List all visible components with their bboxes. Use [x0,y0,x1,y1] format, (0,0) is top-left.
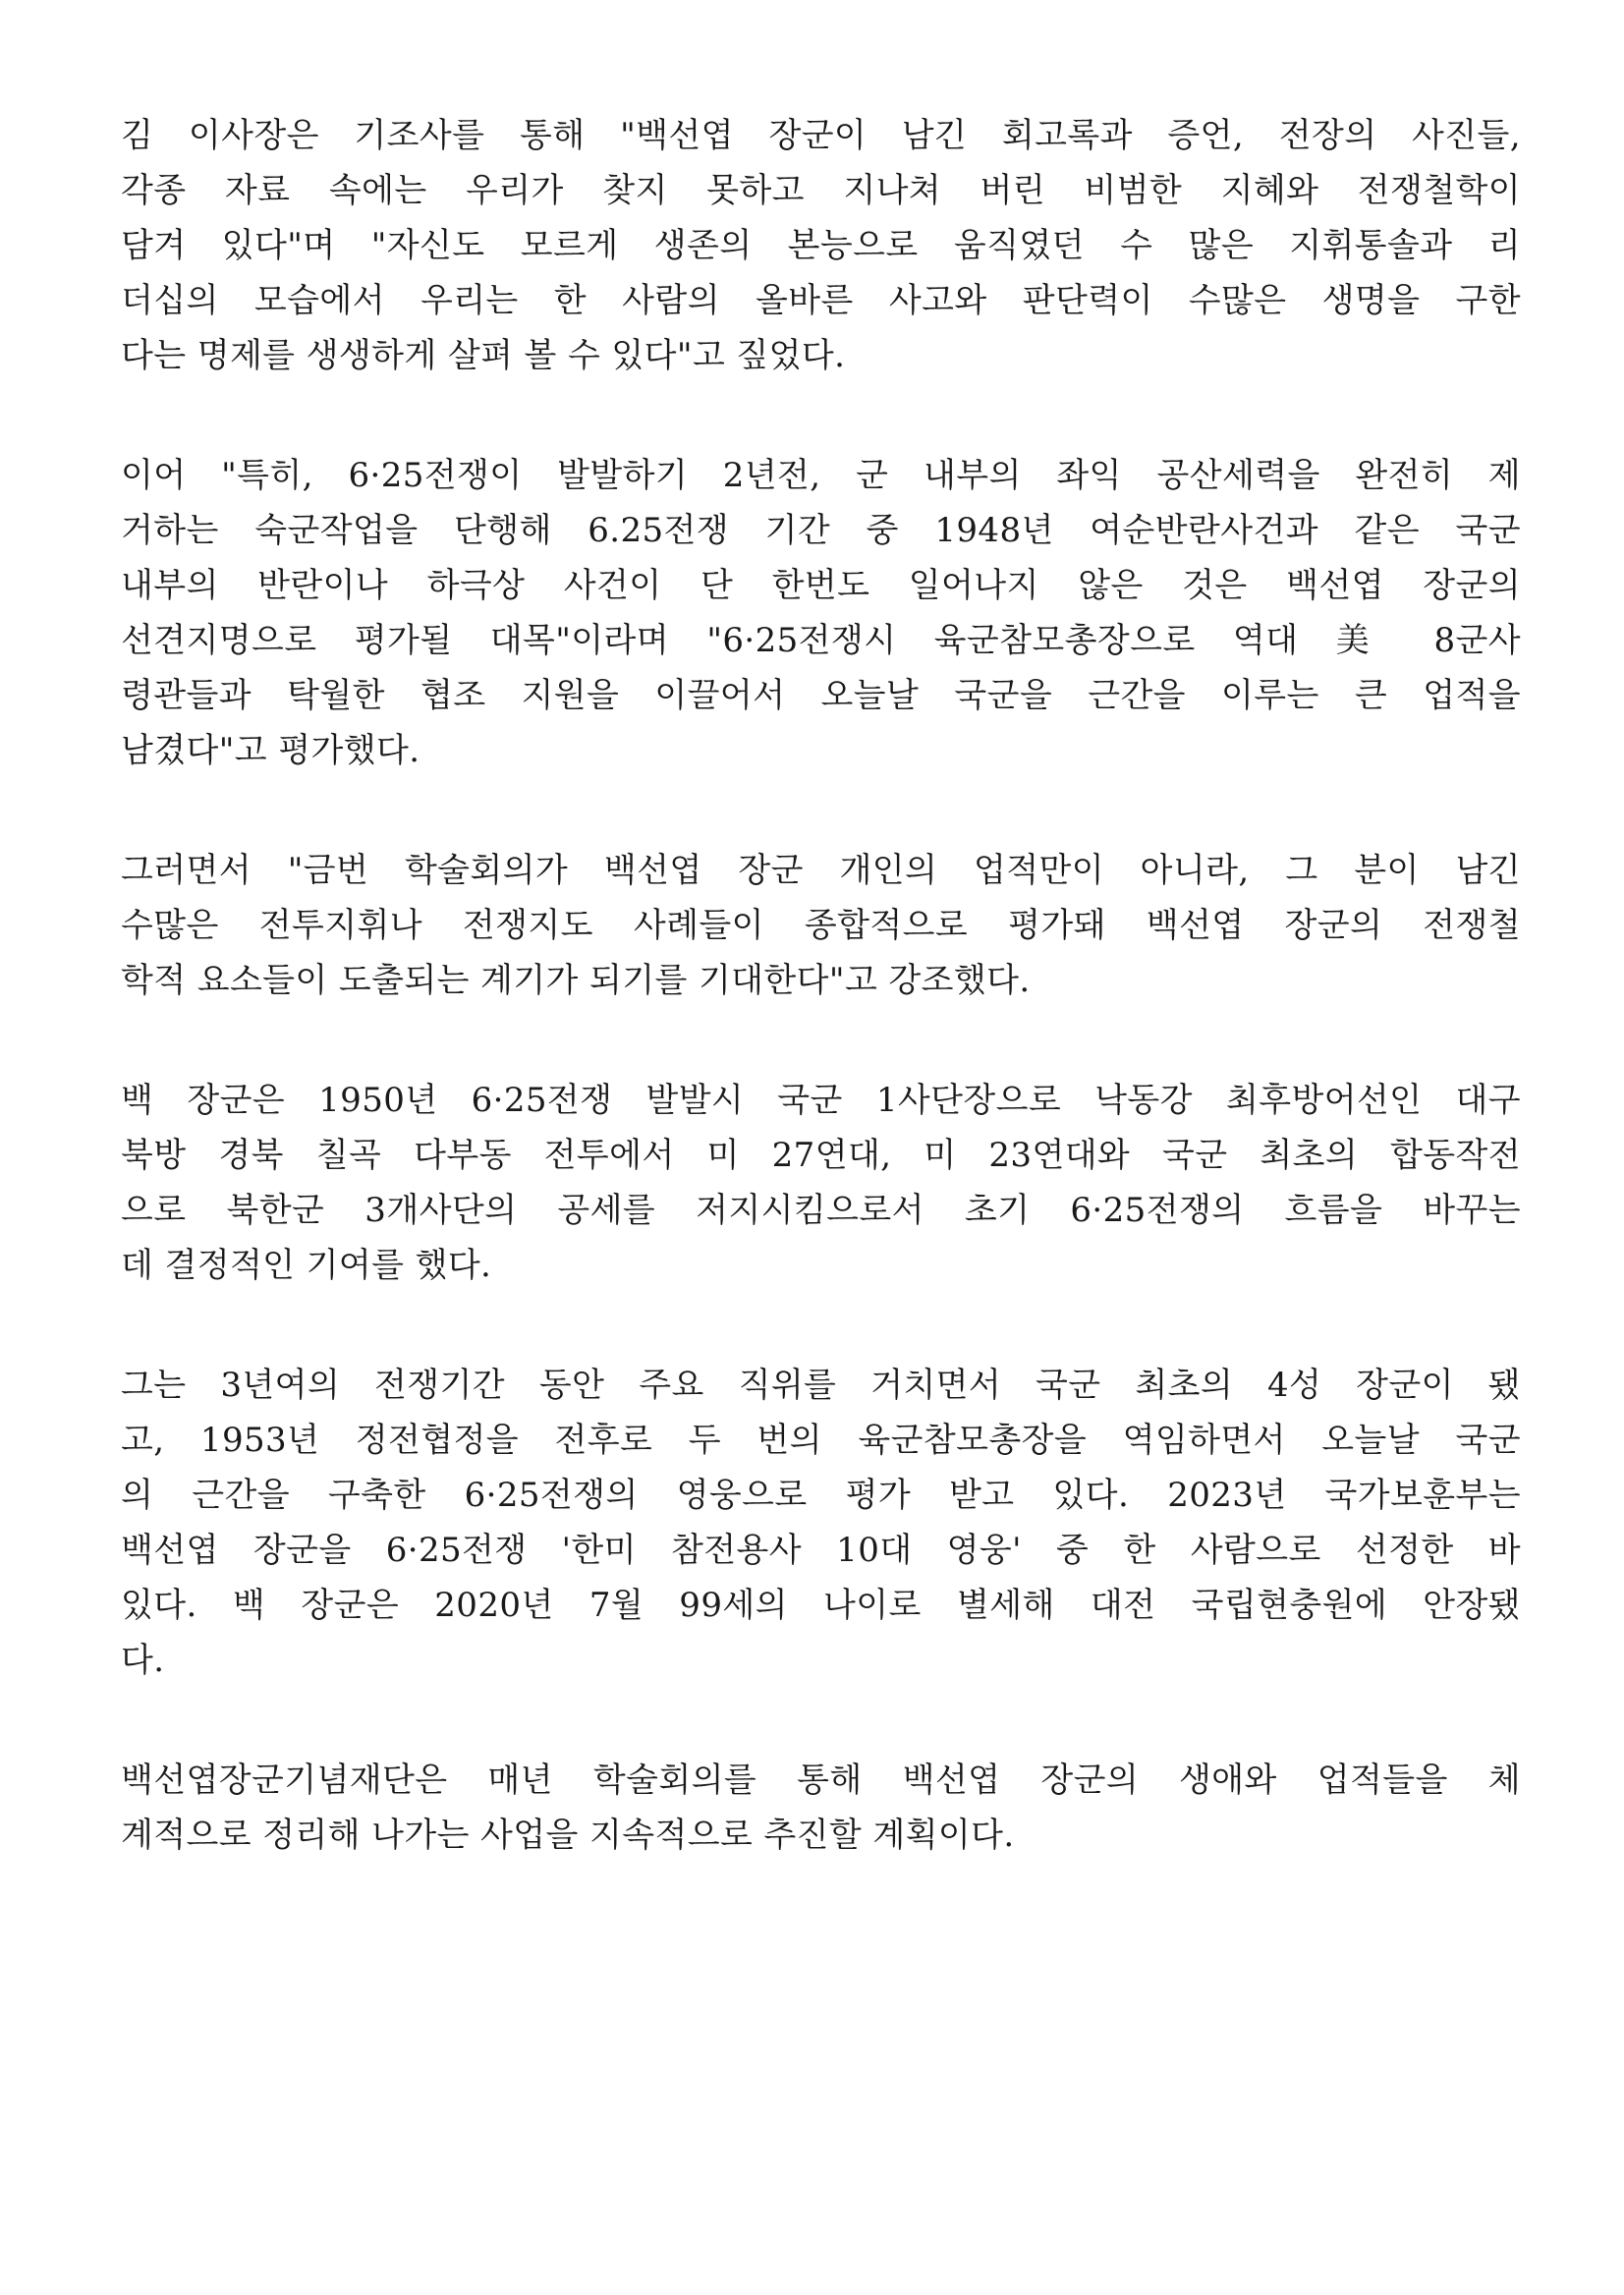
paragraph-line: 남겼다"고 평가했다. [121,731,420,770]
paragraph-line: 북방 경북 칠곡 다부동 전투에서 미 27연대, 미 23연대와 국군 최초의 합동작전 [121,1136,1521,1175]
paragraph-line: 수많은 전투지휘나 전쟁지도 사례들이 종합적으로 평가돼 백선엽 장군의 전쟁철 [121,906,1521,945]
paragraph-line: 데 결정적인 기여를 했다. [121,1246,492,1285]
paragraph-line: 백선엽장군기념재단은 매년 학술회의를 통해 백선엽 장군의 생애와 업적들을 체 [121,1761,1521,1800]
paragraph-line: 백 장군은 1950년 6·25전쟁 발발시 국군 1사단장으로 낙동강 최후방어선인 대구 [121,1081,1521,1120]
paragraph-line: 그러면서 "금번 학술회의가 백선엽 장군 개인의 업적만이 아니라, 그 분이 남긴 [121,851,1521,890]
paragraph-line: 그는 3년여의 전쟁기간 동안 주요 직위를 거치면서 국군 최초의 4성 장군이 됐 [121,1366,1521,1405]
paragraph-line: 선견지명으로 평가될 대목"이라며 "6·25전쟁시 육군참모총장으로 역대 美 8군사 [121,621,1521,660]
paragraph-line: 김 이사장은 기조사를 통해 "백선엽 장군이 남긴 회고록과 증언, 전장의 사진들, [121,116,1521,155]
paragraph-line: 거하는 숙군작업을 단행해 6.25전쟁 기간 중 1948년 여순반란사건과 같은 국군 [121,511,1521,550]
paragraph-line: 각종 자료 속에는 우리가 찾지 못하고 지나쳐 버린 비범한 지혜와 전쟁철학이 [121,171,1521,210]
paragraph-line: 백선엽 장군을 6·25전쟁 '한미 참전용사 10대 영웅' 중 한 사람으로 선정한 바 [121,1531,1521,1570]
document-body [121,108,1521,1928]
paragraph-dabudong-battle [121,1073,1521,1293]
paragraph-line: 의 근간을 구축한 6·25전쟁의 영웅으로 평가 받고 있다. 2023년 국가보훈부는 [121,1476,1521,1515]
paragraph-foundation-plan [121,1753,1521,1863]
paragraph-line: 있다. 백 장군은 2020년 7월 99세의 나이로 별세해 대전 국립현충원에 안장됐 [121,1586,1521,1625]
paragraph-line: 계적으로 정리해 나가는 사업을 지속적으로 추진할 계획이다. [121,1816,1015,1855]
paragraph-line: 담겨 있다"며 "자신도 모르게 생존의 본능으로 움직였던 수 많은 지휘통솔과 리 [121,226,1521,265]
paragraph-line: 더십의 모습에서 우리는 한 사람의 올바른 사고와 판단력이 수많은 생명을 구한 [121,281,1521,320]
paragraph-military-purge [121,448,1521,778]
paragraph-line: 이어 "특히, 6·25전쟁이 발발하기 2년전, 군 내부의 좌익 공산세력을 완전히 제 [121,456,1521,495]
paragraph-career-legacy [121,1358,1521,1688]
paragraph-line: 다. [121,1641,165,1680]
paragraph-line: 학적 요소들이 도출되는 계기가 되기를 기대한다"고 강조했다. [121,961,1031,1000]
paragraph-line: 내부의 반란이나 하극상 사건이 단 한번도 일어나지 않은 것은 백선엽 장군의 [121,566,1521,605]
paragraph-line: 으로 북한군 3개사단의 공세를 저지시킴으로서 초기 6·25전쟁의 흐름을 바꾸는 [121,1191,1521,1230]
paragraph-line: 고, 1953년 정전협정을 전후로 두 번의 육군참모총장을 역임하면서 오늘날 국군 [121,1421,1521,1460]
paragraph-conference-expectation [121,843,1521,1008]
paragraph-line: 령관들과 탁월한 협조 지원을 이끌어서 오늘날 국군을 근간을 이루는 큰 업적을 [121,676,1521,715]
paragraph-keynote-summary [121,108,1521,383]
paragraph-line: 다는 명제를 생생하게 살펴 볼 수 있다"고 짚었다. [121,336,846,375]
